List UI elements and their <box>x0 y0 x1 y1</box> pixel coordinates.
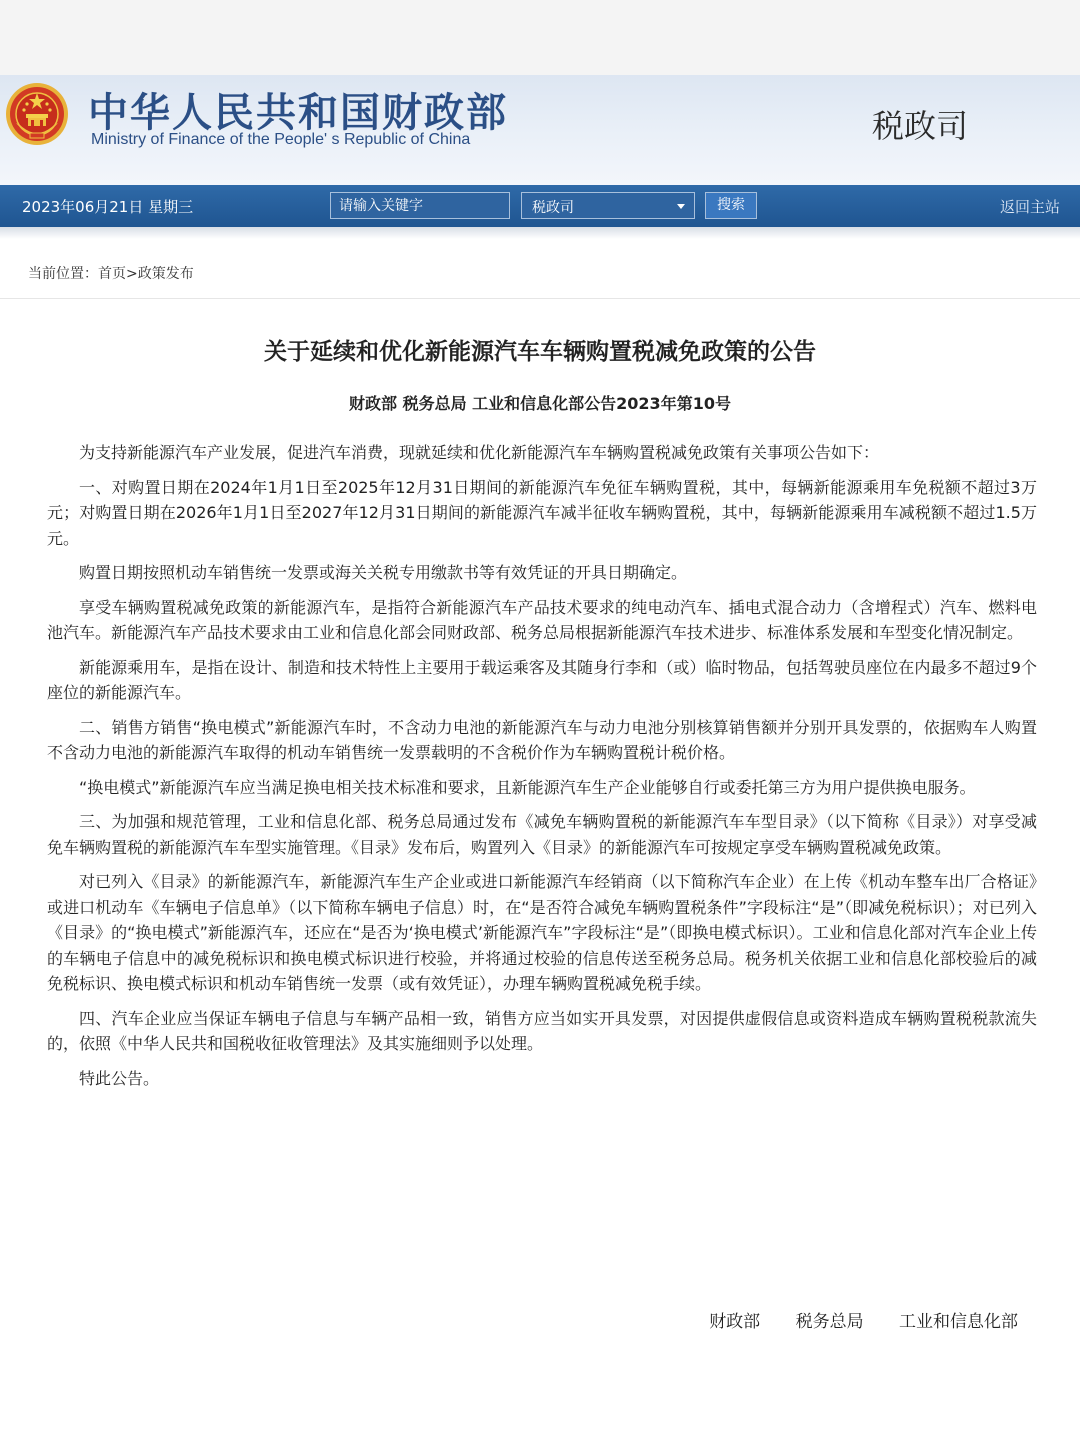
signature-mof: 财政部 <box>709 1312 761 1332</box>
top-strip <box>0 0 1080 75</box>
breadcrumb <box>28 263 194 283</box>
breadcrumb-current[interactable]: 政策发布 <box>137 266 194 282</box>
department-select-value: 税政司 <box>532 200 574 216</box>
article-paragraph: 三、为加强和规范管理，工业和信息化部、税务总局通过发布《减免车辆购置税的新能源汽车车型目录》（以下简称《目录》）对享受减免车辆购置税的新能源汽车车型实施管理。《目录》发布后，购置列入《目录》的新能源汽车可按规定享受车辆购置税减免政策。 <box>47 812 1037 857</box>
article-paragraph: “换电模式”新能源汽车应当满足换电相关技术标准和要求，且新能源汽车生产企业能够自行或委托第三方为用户提供换电服务。 <box>79 777 976 797</box>
chevron-down-icon <box>677 204 685 209</box>
site-header <box>0 75 1080 185</box>
signature-miit: 工业和信息化部 <box>899 1312 1018 1332</box>
search-button[interactable]: 搜索 <box>705 192 757 219</box>
department-title: 税政司 <box>871 107 968 145</box>
article-paragraph: 二、销售方销售“换电模式”新能源汽车时，不含动力电池的新能源汽车与动力电池分别核算销售额并分别开具发票的，依据购车人购置不含动力电池的新能源汽车取得的机动车销售统一发票载明的不含税价作为车辆购置税计税价格。 <box>47 717 1037 762</box>
article-paragraph: 四、汽车企业应当保证车辆电子信息与车辆产品相一致，销售方应当如实开具发票，对因提供虚假信息或资料造成车辆购置税税款流失的，依照《中华人民共和国税收征收管理法》及其实施细则予以处理。 <box>47 1008 1037 1053</box>
article-body <box>47 440 1037 1100</box>
breadcrumb-separator: > <box>126 266 138 282</box>
article-paragraph: 对已列入《目录》的新能源汽车，新能源汽车生产企业或进口新能源汽车经销商（以下简称汽车企业）在上传《机动车整车出厂合格证》或进口机动车《车辆电子信息单》（以下简称车辆电子信息）时，在“是否符合减免车辆购置税条件”字段标注“是”（即减免税标识）；对已列入《目录》的“换电模式”新能源汽车，还应在“是否为‘换电模式’新能源汽车”字段标注“是”（即换电模式标识）。工业和信息化部对汽车企业上传的车辆电子信息中的减免税标识和换电模式标识进行校验，并将通过校验的信息传送至税务总局。税务机关依据工业和信息化部校验后的减免税标识、换电模式标识和机动车销售统一发票（或有效凭证），办理车辆购置税减免税手续。 <box>47 872 1037 993</box>
signature-sat: 税务总局 <box>795 1312 864 1332</box>
article-paragraph: 特此公告。 <box>79 1068 160 1088</box>
article-title: 关于延续和优化新能源汽车车辆购置税减免政策的公告 <box>264 339 816 365</box>
ministry-name-en: Ministry of Finance of the People' s Republic of China <box>91 131 471 148</box>
divider <box>0 298 1080 299</box>
national-emblem-icon[interactable] <box>4 81 70 147</box>
article-paragraph: 新能源乘用车，是指在设计、制造和技术特性上主要用于载运乘客及其随身行李和（或）临时物品，包括驾驶员座位在内最多不超过9个座位的新能源汽车。 <box>47 657 1037 702</box>
nav-shadow <box>0 227 1080 239</box>
signatures <box>679 1307 1018 1332</box>
return-home-link[interactable]: 返回主站 <box>999 198 1060 216</box>
article-paragraph: 享受车辆购置税减免政策的新能源汽车，是指符合新能源汽车产品技术要求的纯电动汽车、插电式混合动力（含增程式）汽车、燃料电池汽车。新能源汽车产品技术要求由工业和信息化部会同财政部、税务总局根据新能源汽车技术进步、标准体系发展和车型变化情况制定。 <box>47 597 1037 642</box>
article-paragraph: 购置日期按照机动车销售统一发票或海关关税专用缴款书等有效凭证的开具日期确定。 <box>79 563 688 582</box>
nav-bar <box>0 185 1080 227</box>
breadcrumb-label: 当前位置： <box>28 266 98 282</box>
document-number: 财政部 税务总局 工业和信息化部公告2023年第10号 <box>349 394 731 413</box>
department-select[interactable] <box>521 192 695 219</box>
breadcrumb-home[interactable]: 首页 <box>98 266 126 282</box>
article-paragraph: 一、对购置日期在2024年1月1日至2025年12月31日期间的新能源汽车免征车辆购置税，其中，每辆新能源乘用车免税额不超过3万元；对购置日期在2026年1月1日至2027年12月31日期间的新能源汽车减半征收车辆购置税，其中，每辆新能源乘用车减税额不超过1.5万元。 <box>47 477 1037 548</box>
ministry-name-cn[interactable]: 中华人民共和国财政部 <box>88 90 508 136</box>
search-input[interactable] <box>330 192 510 219</box>
current-date: 2023年06月21日 星期三 <box>22 198 194 216</box>
article-paragraph: 为支持新能源汽车产业发展，促进汽车消费，现就延续和优化新能源汽车车辆购置税减免政策有关事项公告如下： <box>79 443 880 462</box>
